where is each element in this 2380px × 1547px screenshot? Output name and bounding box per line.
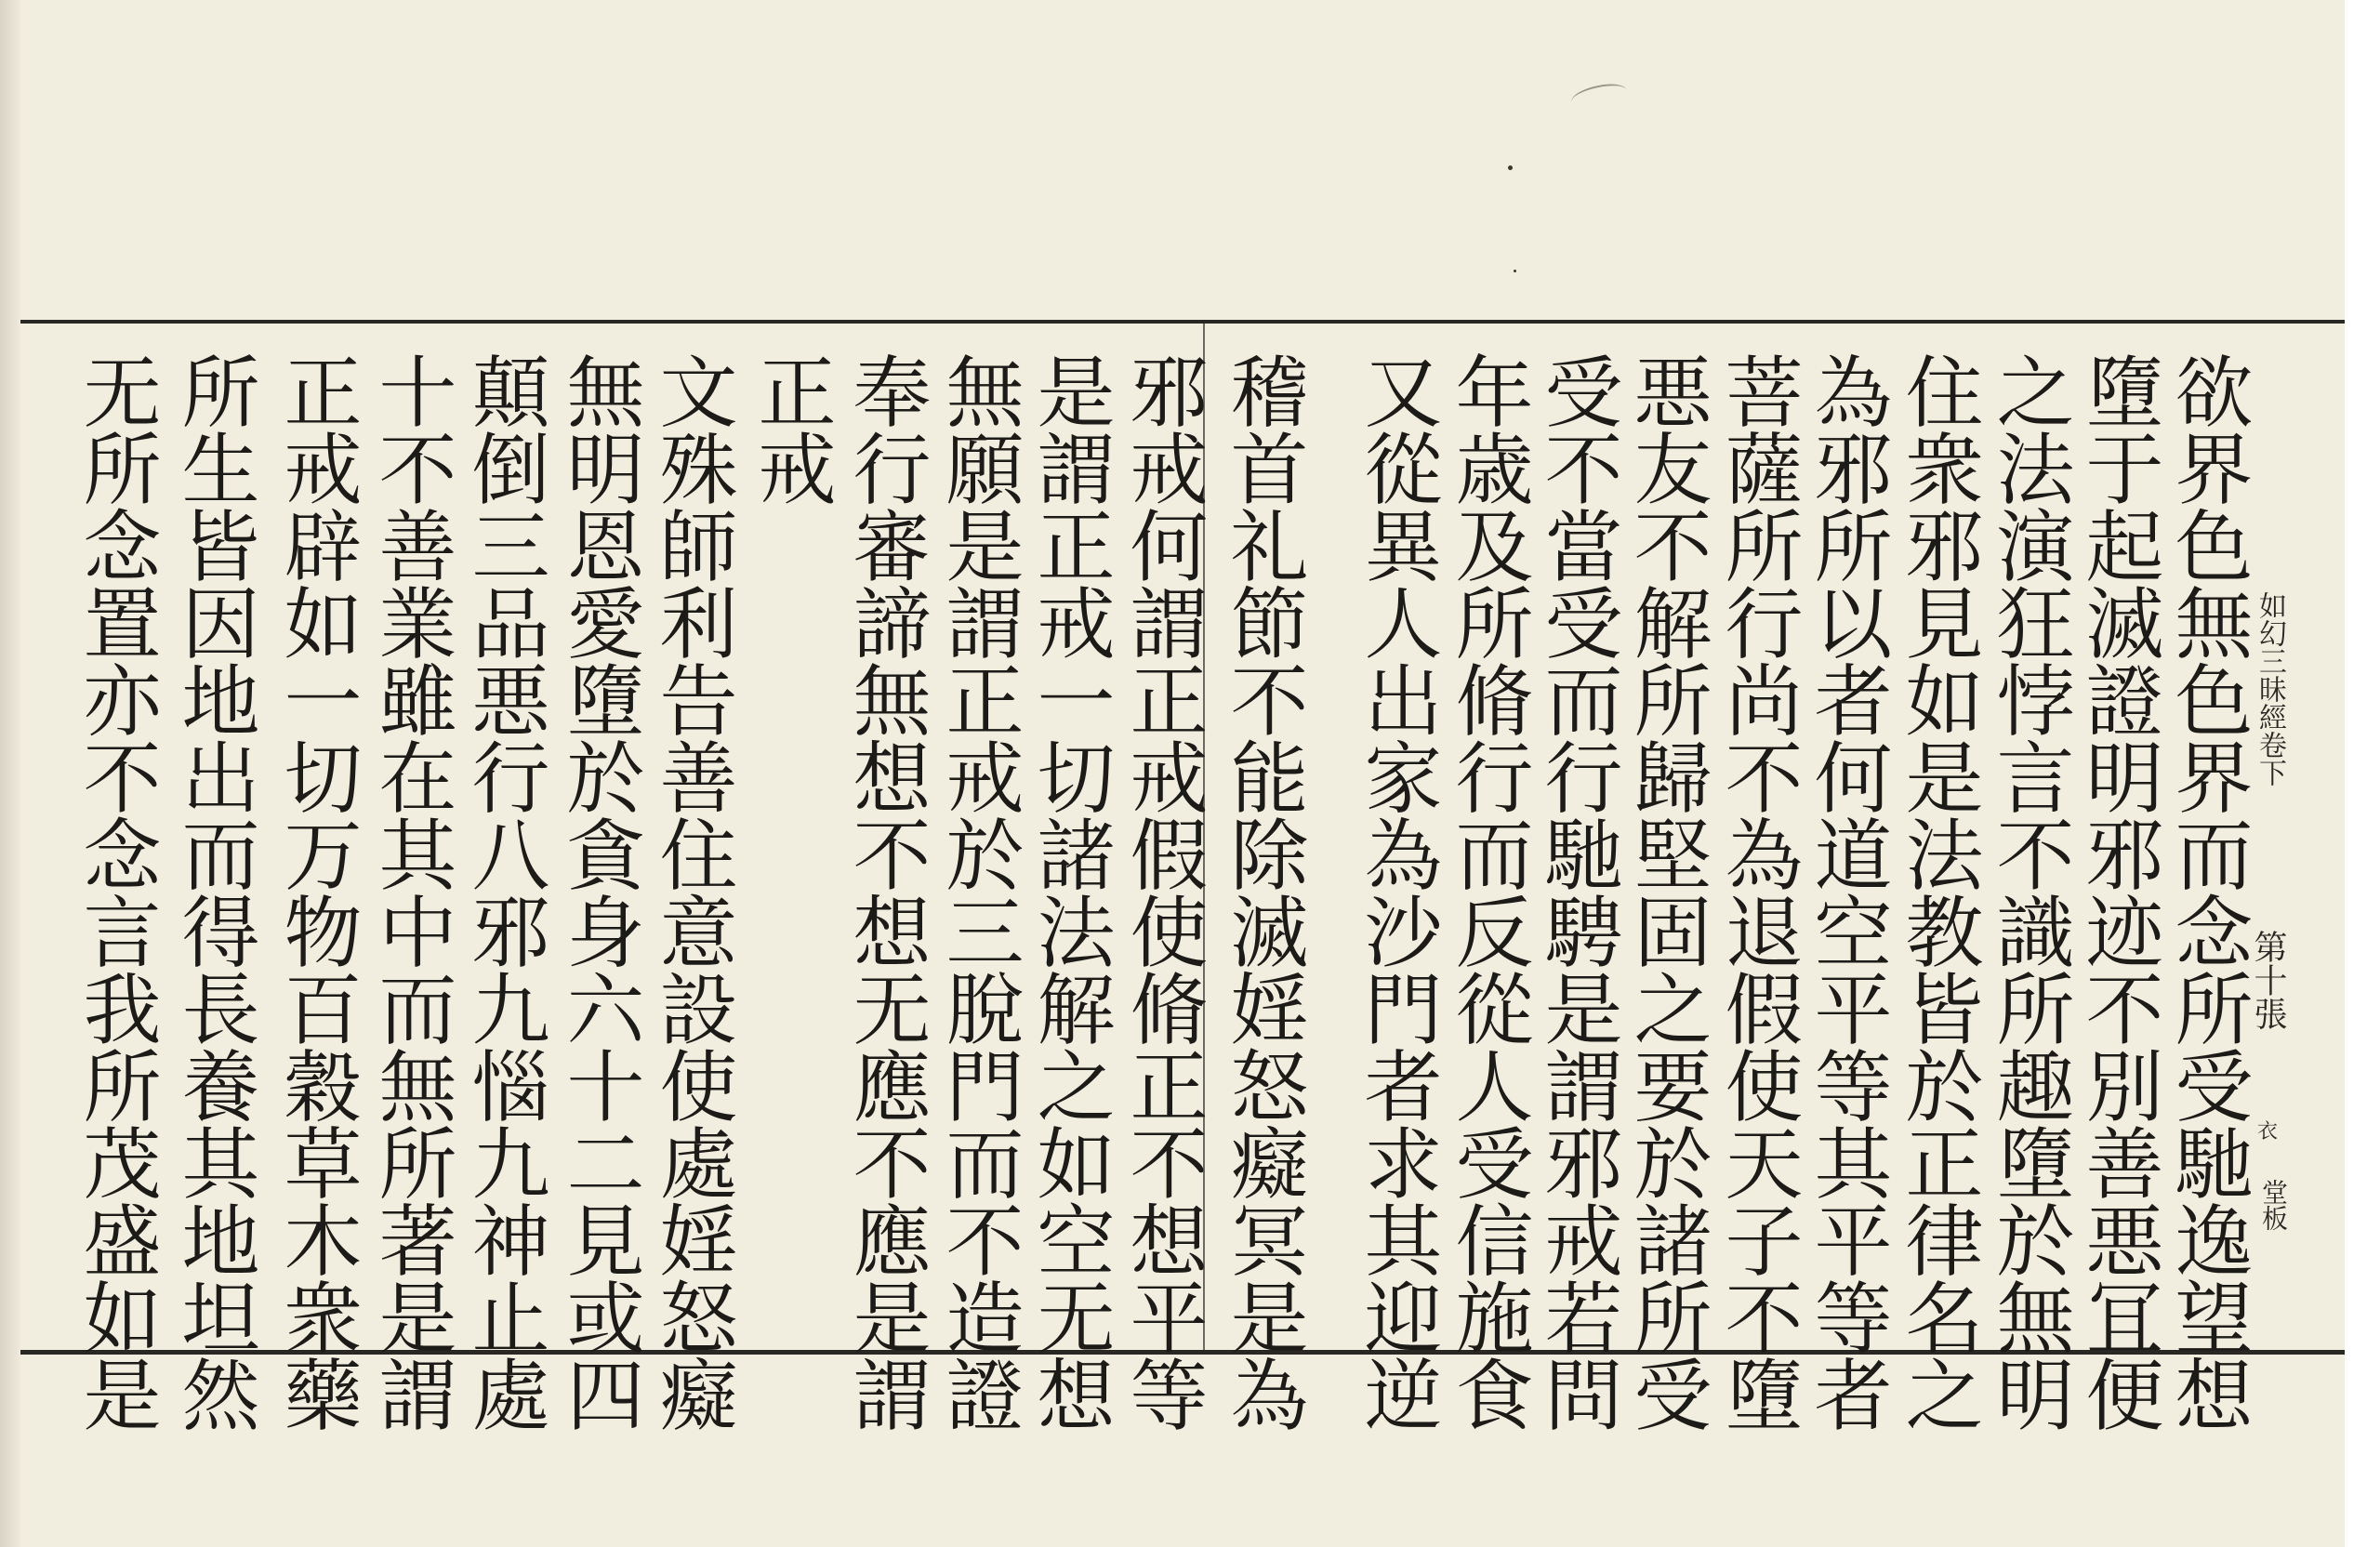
text-column: 無願是謂正戒於三脫門而不造證: [933, 351, 1025, 1432]
text-column: 又從異人出家為沙門者求其迎逆: [1352, 351, 1443, 1432]
text-column: 十不善業雖在其中而無所著是謂: [366, 351, 457, 1432]
text-column: 菩薩所行尚不為退假使天子不墮: [1712, 351, 1804, 1432]
text-column: 文殊師利告善住意設使處婬怒癡: [647, 351, 738, 1432]
text-column: 欲界色無色界而念所受馳逸望想: [2162, 351, 2254, 1432]
text-column: 墮于起滅證明邪迹不別善悪冝便: [2073, 351, 2164, 1432]
page-right-margin: [2345, 0, 2380, 1547]
ink-speck: [1508, 165, 1513, 170]
text-column: 之法演狂悖言不識所趣墮於無明: [1984, 351, 2075, 1432]
page-left-shadow: [0, 0, 20, 1547]
text-column: 正戒辟如一切万物百穀草木衆藥: [271, 351, 363, 1432]
text-column: 無明恩愛墮於貪身六十二見或四: [554, 351, 645, 1432]
carver-mark-margin: 堂板: [2258, 1179, 2289, 1231]
page-number-margin: 第十張: [2249, 930, 2287, 1030]
text-column: 稽首礼節不能除滅婬怒癡冥是為: [1218, 351, 1309, 1432]
text-column: 正戒: [746, 351, 837, 506]
text-column: 為邪所以者何道空平等其平等者: [1802, 351, 1893, 1432]
ink-speck: [1514, 270, 1516, 272]
text-column: 是謂正戒一切諸法解之如空无想: [1025, 351, 1116, 1432]
text-column: 年歳及所脩行而反從人受信施食: [1443, 351, 1534, 1432]
text-column: 奉行審諦無想不想无應不應是謂: [840, 351, 932, 1432]
sutra-title-margin: 如幻三昧經卷下: [2254, 591, 2286, 787]
text-column: 邪戒何謂正戒假使脩正不想平等: [1117, 351, 1209, 1432]
text-column: 所生皆因地出而得長養其地坦然: [169, 351, 260, 1432]
paper-blemish: [1569, 80, 1628, 112]
text-column: 悪友不解所歸堅固之要於諸所受: [1621, 351, 1712, 1432]
text-column: 顛倒三品悪行八邪九惱九神止處: [459, 351, 550, 1432]
margin-mark: 衣: [2257, 1120, 2279, 1144]
top-border-rule: [20, 320, 2345, 324]
text-column: 无所念置亦不念言我所茂盛如是: [71, 351, 162, 1432]
text-column: 受不當受而行馳騁是謂邪戒若問: [1532, 351, 1623, 1432]
text-column: 住衆邪見如是法教皆於正律名之: [1893, 351, 1984, 1432]
